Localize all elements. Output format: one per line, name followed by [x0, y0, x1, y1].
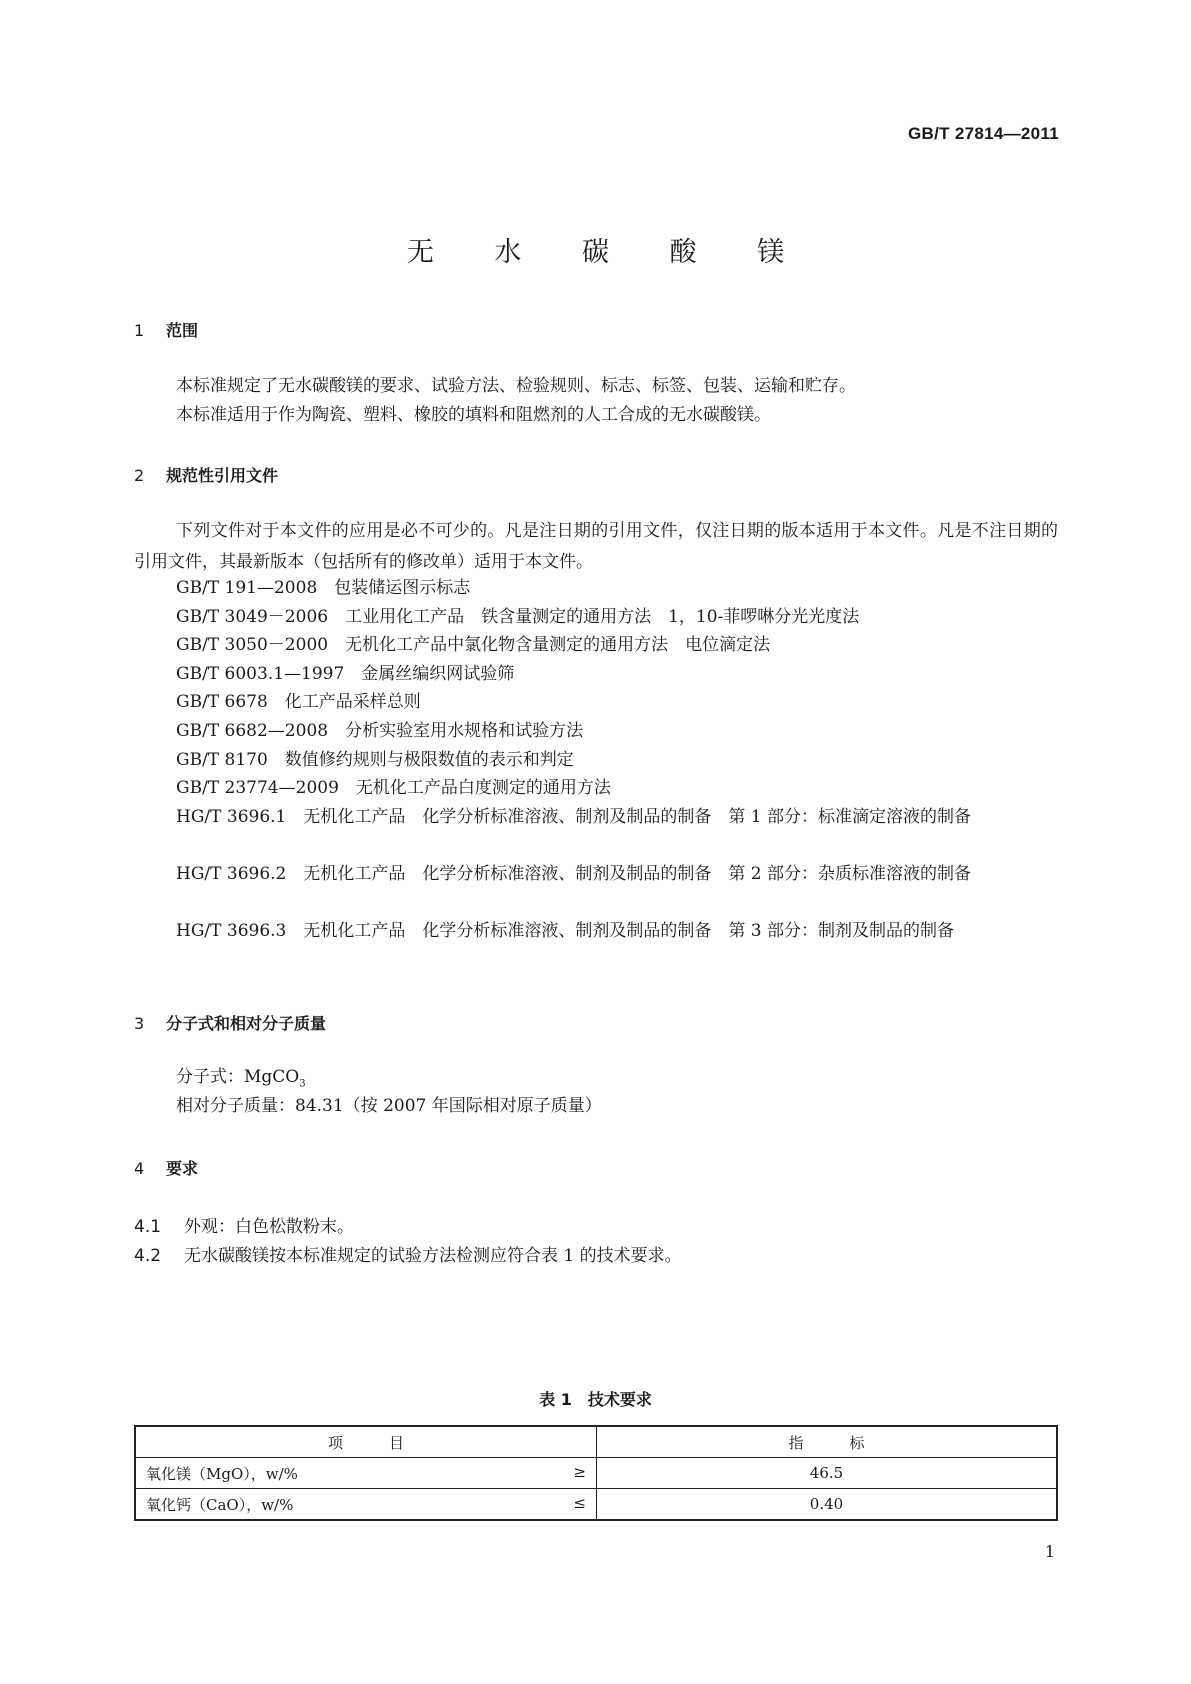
reference-item-wrapped: HG/T 3696.2 无机化工产品 化学分析标准溶液、制剂及制品的制备 第 2 部分：杂质标准溶液的制备 — [176, 864, 971, 884]
section-4-title: 要求 — [166, 1159, 199, 1178]
section-4-heading — [134, 1156, 198, 1179]
reference-item: GB/T 191—2008 包装储运图示标志 — [176, 578, 471, 598]
clause-4-1 — [134, 1212, 354, 1237]
section-1-heading — [134, 318, 198, 341]
molecular-formula — [176, 1069, 306, 1089]
table-cell-value: 46.5 — [597, 1458, 1058, 1489]
reference-item-wrapped: HG/T 3696.3 无机化工产品 化学分析标准溶液、制剂及制品的制备 第 3 部分：制剂及制品的制备 — [176, 921, 954, 941]
section-3-heading — [134, 1011, 326, 1034]
reference-item: GB/T 6003.1—1997 金属丝编织网试验筛 — [176, 664, 515, 684]
formula-subscript: 3 — [299, 1078, 306, 1090]
table-row — [135, 1489, 1057, 1521]
operator-symbol: ≥ — [573, 1462, 586, 1481]
section-1-title: 范围 — [166, 321, 199, 340]
section-2-number: 2 — [134, 466, 145, 485]
technical-requirements-table — [134, 1425, 1058, 1521]
section-3-number: 3 — [134, 1014, 145, 1033]
section-4-number: 4 — [134, 1159, 145, 1178]
reference-item-wrapped: HG/T 3696.1 无机化工产品 化学分析标准溶液、制剂及制品的制备 第 1 部分：标准滴定溶液的制备 — [176, 807, 971, 827]
section-3-title: 分子式和相对分子质量 — [166, 1014, 327, 1033]
table-header-item: 项目 — [135, 1426, 597, 1458]
reference-item: GB/T 23774—2009 无机化工产品白度测定的通用方法 — [176, 778, 611, 798]
reference-item: GB/T 8170 数值修约规则与极限数值的表示和判定 — [176, 750, 574, 770]
item-label: 氧化钙（CaO），w/% — [146, 1495, 294, 1514]
table-header-value: 指标 — [597, 1426, 1058, 1458]
clause-text: 外观：白色松散粉末。 — [184, 1217, 354, 1237]
section-1-paragraph-1: 本标准规定了无水碳酸镁的要求、试验方法、检验规则、标志、标签、包装、运输和贮存。 — [176, 376, 856, 396]
section-1-paragraph-2: 本标准适用于作为陶瓷、塑料、橡胶的填料和阻燃剂的人工合成的无水碳酸镁。 — [176, 405, 771, 425]
reference-item: GB/T 3049－2006 工业用化工产品 铁含量测定的通用方法 1，10-菲啰啉分光光度法 — [176, 607, 860, 627]
section-2-heading — [134, 463, 278, 486]
table-cell-item — [135, 1489, 597, 1521]
reference-item: GB/T 3050－2000 无机化工产品中氯化物含量测定的通用方法 电位滴定法 — [176, 635, 771, 655]
table-1-caption: 表 1 技术要求 — [539, 1390, 652, 1409]
document-title: 无 水 碳 酸 镁 — [406, 237, 811, 268]
table-row — [135, 1458, 1057, 1489]
clause-number: 4.1 — [134, 1217, 162, 1237]
table-cell-item — [135, 1458, 597, 1489]
section-1-number: 1 — [134, 321, 145, 340]
reference-item: GB/T 6682—2008 分析实验室用水规格和试验方法 — [176, 721, 584, 741]
clause-number: 4.2 — [134, 1246, 162, 1266]
section-2-title: 规范性引用文件 — [166, 466, 279, 485]
clause-text: 无水碳酸镁按本标准规定的试验方法检测应符合表 1 的技术要求。 — [184, 1246, 682, 1266]
table-cell-value: 0.40 — [597, 1489, 1058, 1521]
item-label: 氧化镁（MgO），w/% — [146, 1464, 298, 1483]
section-2-intro: 下列文件对于本文件的应用是必不可少的。凡是注日期的引用文件，仅注日期的版本适用于本文件。凡是不注日期的引用文件，其最新版本（包括所有的修改单）适用于本文件。 — [134, 521, 1058, 572]
operator-symbol: ≤ — [573, 1493, 586, 1512]
standard-code: GB/T 27814—2011 — [908, 124, 1059, 143]
page-number: 1 — [1044, 1542, 1055, 1561]
clause-4-2 — [134, 1241, 682, 1266]
formula-main: MgCO — [244, 1067, 300, 1087]
relative-molecular-mass: 相对分子质量：84.31（按 2007 年国际相对原子质量） — [176, 1096, 602, 1116]
reference-item: GB/T 6678 化工产品采样总则 — [176, 692, 421, 712]
table-header-row — [135, 1426, 1057, 1458]
formula-label: 分子式： — [176, 1067, 244, 1087]
